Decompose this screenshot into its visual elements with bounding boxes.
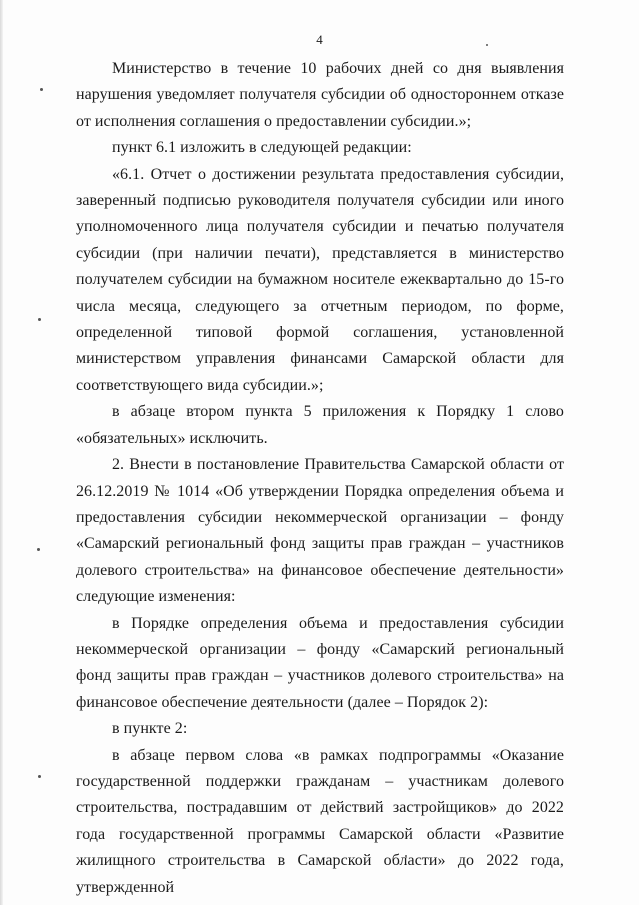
scan-speck [40, 88, 43, 91]
scan-speck [38, 775, 41, 778]
scan-speck [37, 548, 40, 551]
document-body [76, 56, 564, 901]
paragraph: пункт 6.1 изложить в следующей редакции: [112, 139, 412, 157]
paragraph: 2. Внести в постановление Правительства Самарской области от 26.12.2019 № 1014 «Об утверждении Порядка определения объема и предоставления субсидии некоммерческой организации – фонду «Самарский региональный фонд защиты прав граждан – участников долевого строительства» на финансовое обеспечение деятельности» следующие изменения: [76, 456, 564, 606]
paragraph: «6.1. Отчет о достижении результата предоставления субсидии, заверенный подписью руководителя получателя субсидии или иного уполномоченного лица получателя субсидии и печатью получателя субсидии (при наличии печати), представляется в министерство получателем субсидии на бумажном носителе ежеквартально до 15-го числа месяца, следующего за отчетным периодом, по форме, определенной типовой формой соглашения, установленной министерством управления финансами Самарской области для соответствующего вида субсидии.»; [76, 165, 564, 394]
paragraph: в абзаце втором пункта 5 приложения к Порядку 1 слово «обязательных» исключить. [76, 403, 564, 447]
scan-speck [38, 318, 41, 321]
paragraph: Министерство в течение 10 рабочих дней со дня выявления нарушения уведомляет получателя субсидии об одностороннем отказе от исполнения соглашения о предоставлении субсидии.»; [76, 60, 564, 130]
paragraph: в Порядке определения объема и предоставления субсидии некоммерческой организации – фонду «Самарский региональный фонд защиты прав граждан – участников долевого строительства» на финансовое обеспечение деятельности (далее – Порядок 2): [76, 614, 564, 711]
page-number: 4 [316, 32, 323, 47]
scan-edge-shadow [0, 0, 3, 905]
paragraph: в абзаце первом слова «в рамках подпрограммы «Оказание государственной поддержки гражданам – участникам долевого строительства, пострадавшим от действий застройщиков» до 2022 года государственной программы Самарской области «Развитие жилищного строительства в Самарской области» до 2022 года, утвержденной [76, 746, 564, 896]
paragraph: в пункте 2: [112, 720, 188, 738]
